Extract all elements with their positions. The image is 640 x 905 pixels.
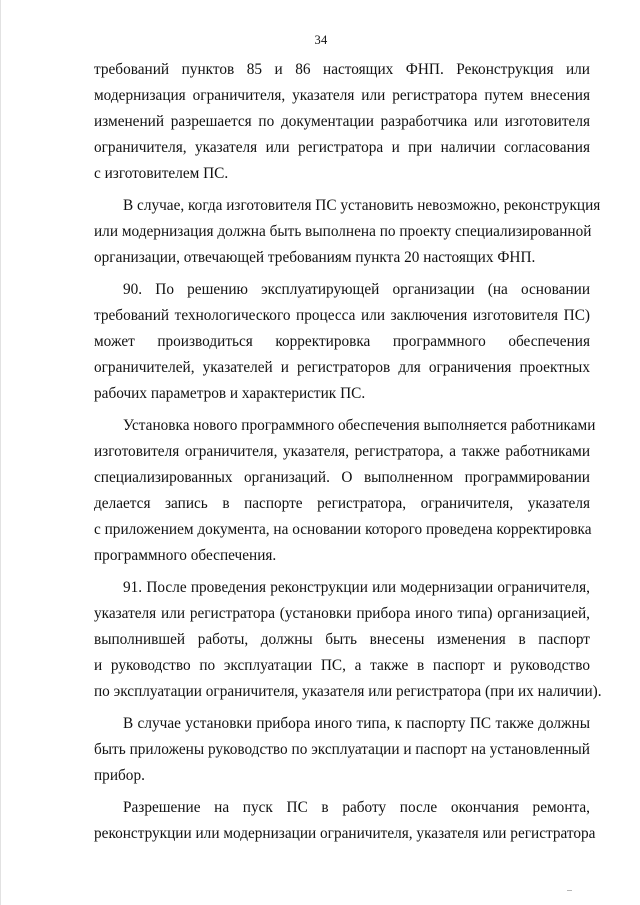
paragraph-start-permission — [94, 795, 596, 847]
text-line: В случае, когда изготовителя ПС установить невозможно, реконструкция — [123, 197, 601, 214]
text-line: 90. По решению эксплуатирующей организации (на основании — [123, 281, 590, 298]
text-line: изменений разрешается по документации разработчика или изготовителя — [94, 113, 590, 130]
paragraph-continuation — [94, 57, 590, 187]
text-line: по эксплуатации ограничителя, указателя или регистратора (при их наличии). — [94, 683, 602, 700]
text-line: организации, отвечающей требованиям пункта 20 настоящих ФНП. — [94, 249, 536, 266]
text-line: делается запись в паспорте регистратора, ограничителя, указателя — [94, 495, 590, 512]
paragraph-software-installation — [94, 413, 596, 569]
text-line: программного обеспечения. — [94, 547, 277, 564]
text-line: с изготовителем ПС. — [94, 165, 229, 182]
text-line: реконструкции или модернизации ограничителя, указателя или регистратора — [94, 825, 596, 842]
document-body — [94, 57, 602, 847]
text-line: может производиться корректировка программного обеспечения — [94, 333, 590, 350]
paragraph-other-device-type — [94, 711, 590, 789]
text-line: Разрешение на пуск ПС в работу после окончания ремонта, — [123, 799, 590, 816]
text-line: Установка нового программного обеспечения выполняется работниками — [123, 417, 596, 434]
text-line: прибор. — [94, 767, 145, 784]
text-line: требований пунктов 85 и 86 настоящих ФНП. Реконструкция или — [94, 61, 590, 78]
text-line: рабочих параметров и характеристик ПС. — [94, 385, 366, 402]
page-number: 34 — [314, 33, 328, 47]
text-line: модернизация ограничителя, указателя или регистратора путем внесения — [94, 87, 590, 104]
paragraph-item-90 — [94, 277, 590, 407]
text-line: изготовителя ограничителя, указателя, регистратора, а также работниками — [94, 443, 590, 460]
text-line: или модернизация должна быть выполнена по проекту специализированной — [94, 223, 592, 240]
paragraph-item-91 — [94, 575, 602, 705]
text-line: специализированных организаций. О выполненном программировании — [94, 469, 590, 486]
text-line: и руководство по эксплуатации ПС, а также в паспорт и руководство — [94, 657, 590, 674]
text-line: ограничителей, указателей и регистраторов для ограничения проектных — [94, 359, 590, 376]
text-line: указателя или регистратора (установки прибора иного типа) организацией, — [94, 605, 590, 622]
scan-artifact — [567, 890, 572, 891]
paragraph-manufacturer-unknown — [94, 193, 601, 271]
text-line: ограничителя, указателя или регистратора и при наличии согласования — [94, 139, 590, 156]
text-line: В случае установки прибора иного типа, к паспорту ПС также должны — [123, 715, 590, 732]
text-line: быть приложены руководство по эксплуатации и паспорт на установленный — [94, 741, 590, 758]
text-line: выполнившей работы, должны быть внесены изменения в паспорт — [94, 631, 590, 648]
text-line: 91. После проведения реконструкции или модернизации ограничителя, — [123, 579, 590, 596]
text-line: с приложением документа, на основании которого проведена корректировка — [94, 521, 592, 538]
text-line: требований технологического процесса или заключения изготовителя ПС) — [94, 307, 590, 324]
